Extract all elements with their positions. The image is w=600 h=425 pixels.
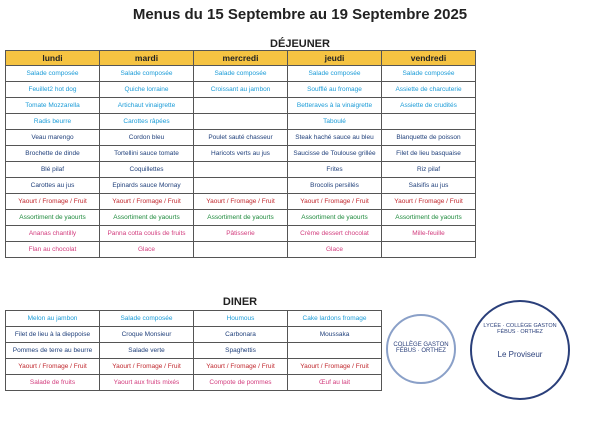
stamp-right-ring: LYCÉE · COLLÈGE GASTON FÉBUS · ORTHEZ — [483, 323, 557, 336]
dejeuner-table — [5, 50, 476, 258]
diner-menu-item: Yaourt aux fruits mixés — [100, 375, 194, 391]
diner-menu-item: Yaourt / Fromage / Fruit — [194, 359, 288, 375]
dejeuner-menu-item: Panna cotta coulis de fruits — [100, 226, 194, 242]
day-header-mardi: mardi — [100, 51, 194, 66]
dejeuner-menu-item: Ananas chantilly — [6, 226, 100, 242]
dejeuner-menu-item: Riz pilaf — [382, 162, 476, 178]
diner-menu-item: Cake lardons fromage — [288, 311, 382, 327]
dejeuner-menu-item: Croissant au jambon — [194, 82, 288, 98]
diner-menu-item: Pommes de terre au beurre — [6, 343, 100, 359]
dejeuner-menu-item: Artichaut vinaigrette — [100, 98, 194, 114]
dejeuner-row — [6, 146, 476, 162]
dejeuner-menu-item — [194, 98, 288, 114]
dejeuner-menu-item: Assortiment de yaourts — [382, 210, 476, 226]
dejeuner-menu-item: Assortiment de yaourts — [288, 210, 382, 226]
dejeuner-menu-item: Salade composée — [194, 66, 288, 82]
dejeuner-menu-item: Coquillettes — [100, 162, 194, 178]
diner-row — [6, 311, 382, 327]
dejeuner-row — [6, 194, 476, 210]
dejeuner-menu-item: Poulet sauté chasseur — [194, 130, 288, 146]
dejeuner-row — [6, 210, 476, 226]
dejeuner-row — [6, 66, 476, 82]
dejeuner-menu-item: Frites — [288, 162, 382, 178]
dejeuner-menu-item: Tomate Mozzarella — [6, 98, 100, 114]
dejeuner-row — [6, 162, 476, 178]
diner-menu-item: Melon au jambon — [6, 311, 100, 327]
dejeuner-menu-item — [382, 242, 476, 258]
dejeuner-menu-item: Yaourt / Fromage / Fruit — [100, 194, 194, 210]
dejeuner-menu-item — [194, 114, 288, 130]
dejeuner-menu-item: Salade composée — [6, 66, 100, 82]
dejeuner-menu-item: Brocolis persillés — [288, 178, 382, 194]
dejeuner-menu-item: Salade composée — [100, 66, 194, 82]
diner-menu-item: Yaourt / Fromage / Fruit — [6, 359, 100, 375]
dejeuner-row — [6, 98, 476, 114]
diner-menu-item: Yaourt / Fromage / Fruit — [288, 359, 382, 375]
dejeuner-menu-item: Blé pilaf — [6, 162, 100, 178]
day-header-jeudi: jeudi — [288, 51, 382, 66]
day-header-mercredi: mercredi — [194, 51, 288, 66]
dejeuner-menu-item: Glace — [100, 242, 194, 258]
dejeuner-menu-item: Filet de lieu basquaise — [382, 146, 476, 162]
dejeuner-menu-item: Veau marengo — [6, 130, 100, 146]
diner-label: DINER — [222, 296, 258, 308]
dejeuner-label: DÉJEUNER — [270, 38, 330, 50]
diner-menu-item: Salade composée — [100, 311, 194, 327]
school-stamp-left — [386, 314, 456, 384]
dejeuner-menu-item: Feuillet2 hot dog — [6, 82, 100, 98]
dejeuner-menu-item: Assortiment de yaourts — [6, 210, 100, 226]
dejeuner-menu-item: Blanquette de poisson — [382, 130, 476, 146]
dejeuner-menu-item: Yaourt / Fromage / Fruit — [382, 194, 476, 210]
dejeuner-menu-item: Steak haché sauce au bleu — [288, 130, 382, 146]
dejeuner-menu-item — [194, 162, 288, 178]
dejeuner-menu-item: Assortiment de yaourts — [194, 210, 288, 226]
dejeuner-menu-item: Saucisse de Toulouse grillée — [288, 146, 382, 162]
diner-menu-item: Carbonara — [194, 327, 288, 343]
day-header-vendredi: vendredi — [382, 51, 476, 66]
dejeuner-menu-item: Yaourt / Fromage / Fruit — [194, 194, 288, 210]
diner-menu-item: Yaourt / Fromage / Fruit — [100, 359, 194, 375]
dejeuner-row — [6, 130, 476, 146]
dejeuner-menu-item: Mille-feuille — [382, 226, 476, 242]
dejeuner-menu-item: Flan au chocolat — [6, 242, 100, 258]
diner-menu-item: Filet de lieu à la dieppoise — [6, 327, 100, 343]
dejeuner-row — [6, 226, 476, 242]
stamp-right-center: Le Proviseur — [497, 350, 543, 359]
diner-menu-item — [288, 343, 382, 359]
dejeuner-menu-item: Radis beurre — [6, 114, 100, 130]
dejeuner-menu-item: Epinards sauce Mornay — [100, 178, 194, 194]
dejeuner-menu-item: Salade composée — [382, 66, 476, 82]
diner-row — [6, 359, 382, 375]
dejeuner-menu-item: Salade composée — [288, 66, 382, 82]
dejeuner-menu-item: Quiche lorraine — [100, 82, 194, 98]
dejeuner-menu-item: Brochette de dinde — [6, 146, 100, 162]
dejeuner-menu-item: Salsifis au jus — [382, 178, 476, 194]
dejeuner-menu-item: Pâtisserie — [194, 226, 288, 242]
dejeuner-menu-item: Assiette de charcuterie — [382, 82, 476, 98]
day-header-lundi: lundi — [6, 51, 100, 66]
dejeuner-row — [6, 242, 476, 258]
diner-menu-item: Moussaka — [288, 327, 382, 343]
dejeuner-menu-item: Carottes au jus — [6, 178, 100, 194]
dejeuner-menu-item: Glace — [288, 242, 382, 258]
dejeuner-menu-item — [194, 178, 288, 194]
dejeuner-menu-item: Assortiment de yaourts — [100, 210, 194, 226]
diner-row — [6, 327, 382, 343]
dejeuner-menu-item: Yaourt / Fromage / Fruit — [6, 194, 100, 210]
diner-menu-item: Croque Monsieur — [100, 327, 194, 343]
dejeuner-menu-item: Taboulé — [288, 114, 382, 130]
dejeuner-row — [6, 114, 476, 130]
dejeuner-menu-item: Soufflé au fromage — [288, 82, 382, 98]
diner-menu-item: Spaghettis — [194, 343, 288, 359]
dejeuner-menu-item: Crème dessert chocolat — [288, 226, 382, 242]
dejeuner-menu-item: Cordon bleu — [100, 130, 194, 146]
diner-table — [5, 310, 382, 391]
dejeuner-menu-item — [382, 114, 476, 130]
page-title: Menus du 15 Septembre au 19 Septembre 2025 — [132, 6, 468, 23]
diner-menu-item: Salade verte — [100, 343, 194, 359]
diner-menu-item: Œuf au lait — [288, 375, 382, 391]
diner-menu-item: Houmous — [194, 311, 288, 327]
dejeuner-menu-item: Tortellini sauce tomate — [100, 146, 194, 162]
diner-row — [6, 375, 382, 391]
dejeuner-row — [6, 178, 476, 194]
diner-menu-item: Salade de fruits — [6, 375, 100, 391]
dejeuner-menu-item — [194, 242, 288, 258]
dejeuner-row — [6, 82, 476, 98]
diner-menu-item: Compote de pommes — [194, 375, 288, 391]
dejeuner-menu-item: Yaourt / Fromage / Fruit — [288, 194, 382, 210]
stamp-left-text: COLLÈGE GASTON FÉBUS · ORTHEZ — [393, 342, 449, 355]
diner-row — [6, 343, 382, 359]
dejeuner-menu-item: Haricots verts au jus — [194, 146, 288, 162]
dejeuner-menu-item: Betteraves à la vinaigrette — [288, 98, 382, 114]
dejeuner-menu-item: Carottes râpées — [100, 114, 194, 130]
dejeuner-menu-item: Assiette de crudités — [382, 98, 476, 114]
school-stamp-right — [470, 300, 570, 400]
